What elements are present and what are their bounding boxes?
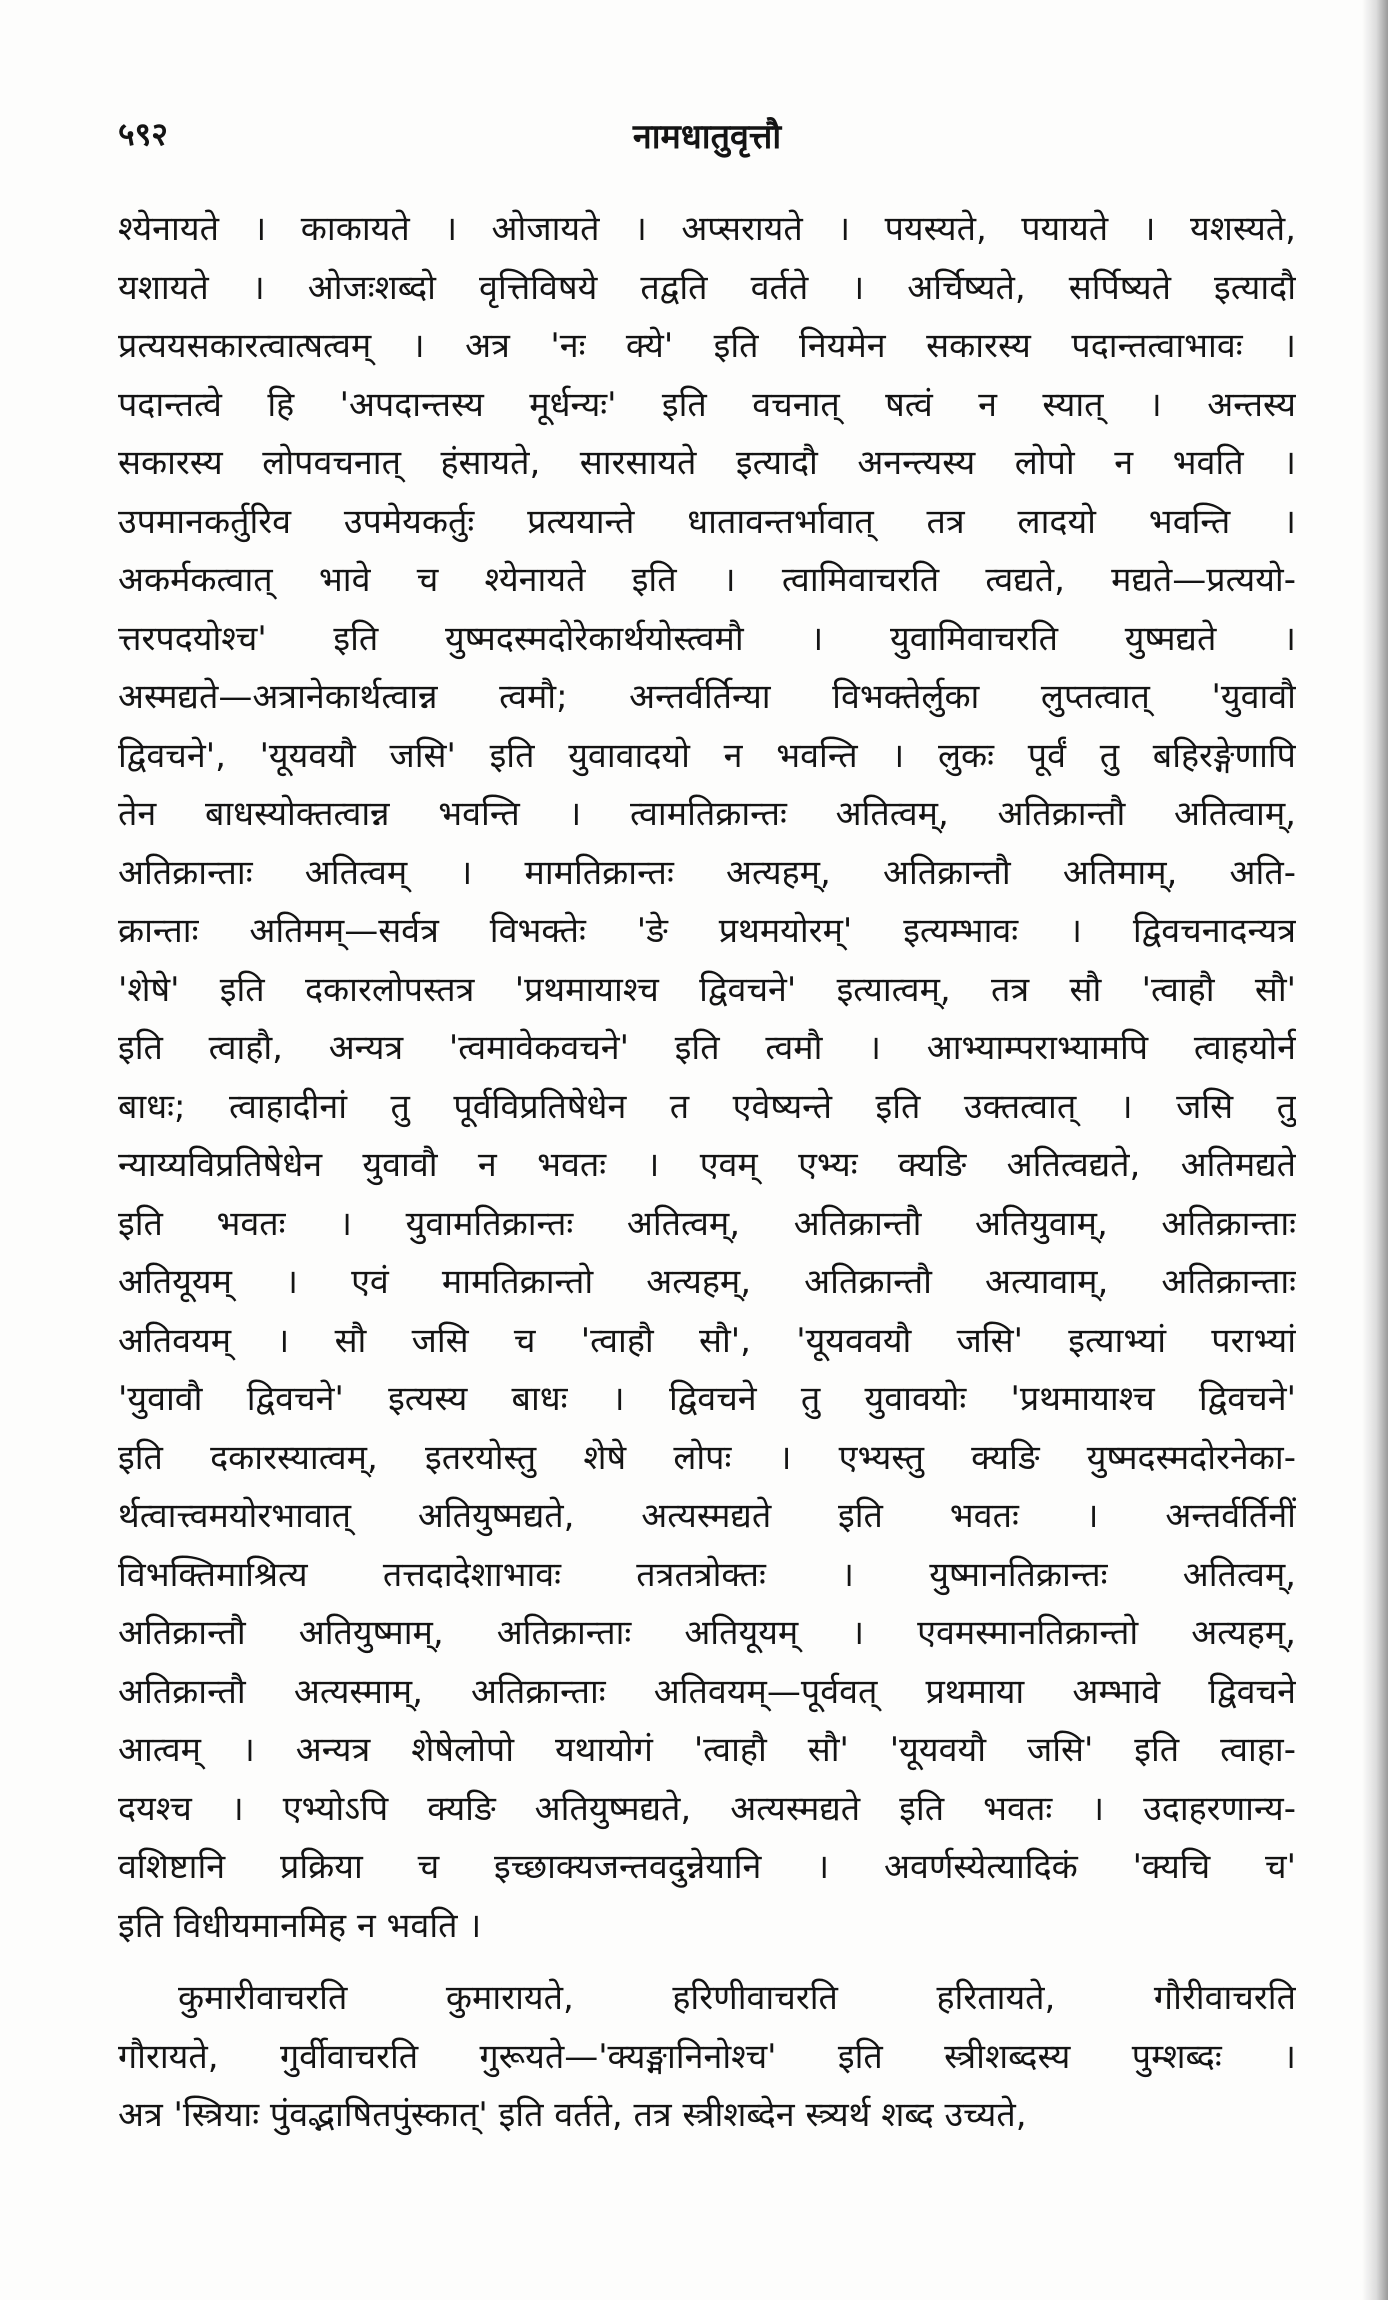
paragraph: [118, 1969, 1296, 2145]
text-line: अकर्मकत्वात् भावे च श्येनायते इति । त्वामिवाचरति त्वद्यते, मद्यते—प्रत्ययो-: [118, 560, 1296, 600]
text-line: अतिक्रान्तौ अतियुष्माम्, अतिक्रान्ताः अतियूयम् । एवमस्मानतिक्रान्तो अत्यहम्,: [118, 1613, 1296, 1653]
text-line: गौरायते, गुर्वीवाचरति गुरूयते—'क्यङ्मानिनोश्च' इति स्त्रीशब्दस्य पुम्शब्दः ।: [118, 2036, 1296, 2077]
text-line: उपमानकर्तुरिव उपमेयकर्तुः प्रत्ययान्ते धातावन्तर्भावात् तत्र लादयो भवन्ति ।: [118, 501, 1296, 542]
text-line: र्थत्वात्त्वमयोरभावात् अतियुष्मद्यते, अत्यस्मद्यते इति भवतः । अन्तर्वर्तिनीं: [118, 1496, 1296, 1536]
text-line: क्रान्ताः अतिमम्—सर्वत्र विभक्तेः 'ङे प्रथमयोरम्' इत्यम्भावः । द्विवचनादन्यत्र: [118, 911, 1296, 951]
text-line: पदान्तत्वे हि 'अपदान्तस्य मूर्धन्यः' इति वचनात् षत्वं न स्यात् । अन्तस्य: [118, 384, 1296, 425]
text-line: अत्र 'स्त्रियाः पुंवद्भाषितपुंस्कात्' इति वर्तते, तत्र स्त्रीशब्देन स्त्र्यर्थ शब्द उच्यते,: [118, 2095, 1027, 2135]
text-line: अस्मद्यते—अत्रानेकार्थत्वान्न त्वमौ; अन्तर्वर्तिन्या विभक्तेर्लुका लुप्तत्वात् 'युवावौ: [118, 677, 1296, 717]
text-line: श्येनायते । काकायते । ओजायते । अप्सरायते । पयस्यते, पयायते । यशस्यते,: [118, 209, 1296, 249]
text-line: कुमारीवाचरति कुमारायते, हरिणीवाचरति हरितायते, गौरीवाचरति: [178, 1978, 1296, 2018]
text-line: इति विधीयमानमिह न भवति ।: [118, 1905, 482, 1946]
text-line: अतियूयम् । एवं मामतिक्रान्तो अत्यहम्, अतिक्रान्तौ अत्यावाम्, अतिक्रान्ताः: [118, 1262, 1296, 1302]
page-edge-shadow: [1362, 0, 1388, 2300]
text-line: 'युवावौ द्विवचने' इत्यस्य बाधः । द्विवचने तु युवावयोः 'प्रथमायाश्च द्विवचने': [118, 1379, 1296, 1419]
text-line: प्रत्ययसकारत्वात्षत्वम् । अत्र 'नः क्ये' इति नियमेन सकारस्य पदान्तत्वाभावः ।: [118, 326, 1296, 366]
text-line: त्तरपदयोश्च' इति युष्मदस्मदोरेकार्थयोस्त्वमौ । युवामिवाचरति युष्मद्यते ।: [118, 618, 1296, 659]
paragraph-gap: [118, 1955, 1296, 1969]
text-line: अतिक्रान्तौ अत्यस्माम्, अतिक्रान्ताः अतिवयम्—पूर्ववत् प्रथमाया अम्भावे द्विवचने: [118, 1671, 1296, 1712]
text-line: आत्वम् । अन्यत्र शेषेलोपो यथायोगं 'त्वाहौ सौ' 'यूयवयौ जसि' इति त्वाहा-: [118, 1730, 1296, 1770]
text-line: अतिक्रान्ताः अतित्वम् । मामतिक्रान्तः अत्यहम्, अतिक्रान्तौ अतिमाम्, अति-: [118, 852, 1296, 893]
text-line: विभक्तिमाश्रित्य तत्तदादेशाभावः तत्रतत्रोक्तः । युष्मानतिक्रान्तः अतित्वम्,: [118, 1554, 1296, 1595]
text-line: न्याय्यविप्रतिषेधेन युवावौ न भवतः । एवम् एभ्यः क्यङि अतित्वद्यते, अतिमद्यते: [118, 1145, 1296, 1185]
text-line: इति त्वाहौ, अन्यत्र 'त्वमावेकवचने' इति त्वमौ । आभ्याम्पराभ्यामपि त्वाहयोर्न: [118, 1028, 1296, 1068]
text-line: सकारस्य लोपवचनात् हंसायते, सारसायते इत्यादौ अनन्त्यस्य लोपो न भवति ।: [118, 443, 1296, 483]
body-text: [118, 200, 1296, 2145]
text-line: 'शेषे' इति दकारलोपस्तत्र 'प्रथमायाश्च द्विवचने' इत्यात्वम्, तत्र सौ 'त्वाहौ सौ': [118, 969, 1296, 1010]
text-line: इति भवतः । युवामतिक्रान्तः अतित्वम्, अतिक्रान्तौ अतियुवाम्, अतिक्रान्ताः: [118, 1203, 1296, 1244]
page-header: [118, 112, 1296, 164]
text-line: अतिवयम् । सौ जसि च 'त्वाहौ सौ', 'यूयववयौ जसि' इत्याभ्यां पराभ्यां: [118, 1320, 1296, 1361]
text-line: तेन बाधस्योक्तत्वान्न भवन्ति । त्वामतिक्रान्तः अतित्वम्, अतिक्रान्तौ अतित्वाम्,: [118, 794, 1296, 834]
text-line: द्विवचने', 'यूयवयौ जसि' इति युवावादयो न भवन्ति । लुकः पूर्वं तु बहिरङ्गेणापि: [118, 735, 1296, 776]
text-line: इति दकारस्यात्वम्, इतरयोस्तु शेषे लोपः । एभ्यस्तु क्यङि युष्मदस्मदोरनेका-: [118, 1437, 1296, 1478]
text-line: बाधः; त्वाहादीनां तु पूर्वविप्रतिषेधेन त एवेष्यन्ते इति उक्तत्वात् । जसि तु: [118, 1086, 1296, 1127]
text-line: वशिष्टानि प्रक्रिया च इच्छाक्यजन्तवदुन्नेयानि । अवर्णस्येत्यादिकं 'क्यचि च': [118, 1847, 1296, 1887]
page-number: ५९२: [118, 115, 168, 153]
text-line: यशायते । ओजःशब्दो वृत्तिविषये तद्वति वर्तते । अर्चिष्यते, सर्पिष्यते इत्यादौ: [118, 267, 1296, 308]
text-line: दयश्च । एभ्योऽपि क्यङि अतियुष्मद्यते, अत्यस्मद्यते इति भवतः । उदाहरणान्य-: [118, 1788, 1296, 1829]
paragraph: [118, 200, 1296, 1955]
running-head: नामधातुवृत्तौ: [632, 117, 782, 157]
